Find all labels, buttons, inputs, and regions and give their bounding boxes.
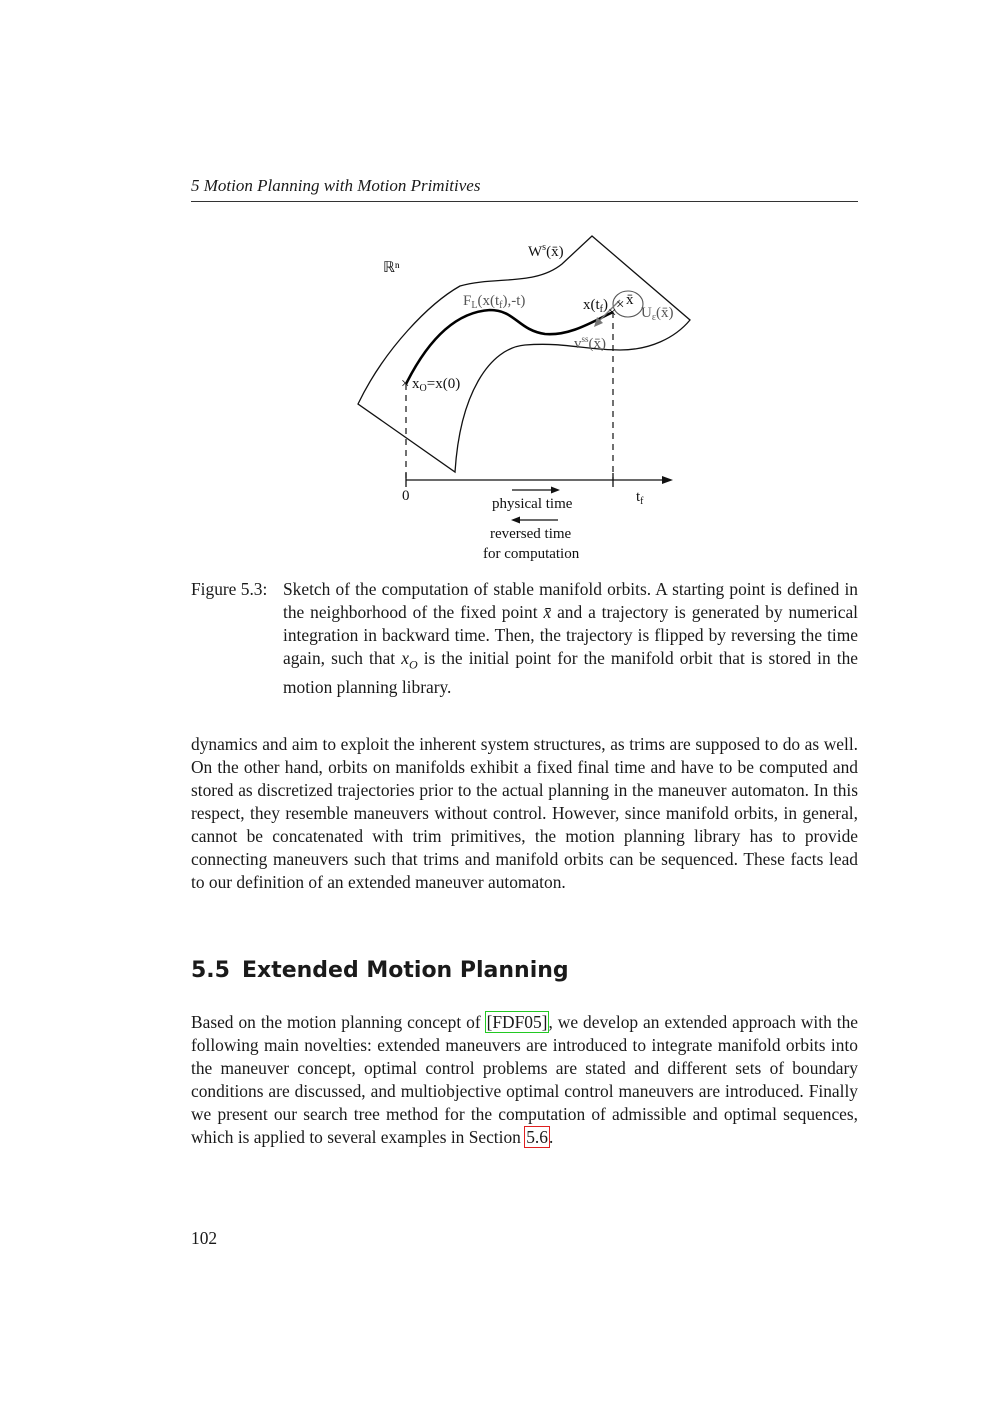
label-eigen-sup: ss — [581, 334, 589, 344]
caption-xo-main: x — [401, 648, 409, 668]
section-ref-link[interactable]: 5.6 — [526, 1127, 548, 1147]
section-title-text: Extended Motion Planning — [241, 958, 569, 983]
time-axis-arrowhead — [662, 476, 673, 484]
label-initial — [412, 376, 460, 394]
label-final-state-sub: f — [599, 304, 604, 315]
figure-caption — [191, 578, 858, 699]
label-eigen — [574, 334, 606, 352]
manifold-sketch — [330, 228, 710, 568]
initial-marker: × — [401, 376, 410, 392]
paragraph-2-body: , we develop an extended approach with the following main novelties: extended maneuvers are introduced to integrate manifold orbits into the maneuver concept, optimal control problems are stated and different sets of boundary conditions are discussed, and multiobjective optimal control maneuvers are introduced. Finally we present our search tree method for the computation of admissible and optimal sequences, which is applied to several examples in Section — [191, 1012, 858, 1147]
caption-part-2: and a trajectory is generated by numerical integration in backward time. Then, the trajectory is flipped by reversing the time again, such that — [283, 602, 858, 668]
label-initial-rest: =x(0) — [426, 376, 461, 392]
label-final-state-close: ) — [603, 297, 609, 313]
paragraph-2-end: . — [548, 1127, 554, 1147]
label-axis-tf — [636, 489, 644, 507]
label-reversed-time-1: reversed time — [490, 526, 572, 542]
physical-time-arrowhead — [551, 487, 560, 494]
label-axis-tf-main: t — [636, 489, 641, 505]
running-head — [191, 175, 858, 202]
label-axis-zero: 0 — [402, 488, 410, 504]
manifold-surface — [358, 236, 690, 472]
page-number: 102 — [191, 1228, 218, 1248]
paragraph-2 — [191, 1011, 858, 1149]
label-flow-sub: L — [471, 300, 478, 311]
label-flow — [463, 293, 525, 311]
label-flow-main: F — [463, 293, 472, 309]
label-flow-close: ),-t) — [502, 293, 526, 309]
caption-part-3: is the initial point for the manifold orbit that is stored in the motion planning library. — [283, 648, 858, 698]
label-physical-time: physical time — [492, 496, 573, 512]
caption-xo-sub: O — [408, 657, 418, 672]
label-initial-sub: O — [419, 383, 427, 394]
paragraph-2-start: Based on the motion planning concept of — [191, 1012, 486, 1032]
label-neighborhood-main: U — [641, 305, 652, 321]
figure-5-3 — [330, 228, 710, 568]
citation-link-fdf05[interactable]: [FDF05] — [486, 1012, 548, 1032]
label-neighborhood-sub: ε — [651, 312, 657, 323]
caption-label: Figure 5.3: — [191, 579, 268, 599]
label-stable-manifold — [528, 242, 564, 260]
label-flow-sub2: f — [499, 300, 503, 311]
section-heading — [191, 956, 569, 986]
label-fixed-point: x̄ — [626, 292, 634, 308]
section-number: 5.5 — [191, 958, 230, 983]
label-eigen-arg: (x̄) — [588, 336, 607, 352]
fixed-point-marker: × — [616, 297, 625, 313]
label-final-state — [583, 297, 608, 315]
caption-part-1: Sketch of the computation of stable manifold orbits. A starting point is defined in the neighborhood of the fixed point — [283, 579, 858, 622]
label-flow-open: (x(t — [477, 293, 500, 309]
caption-xo — [401, 648, 418, 672]
label-neighborhood-arg: (x̄) — [656, 305, 674, 321]
label-neighborhood — [641, 305, 674, 323]
running-title: 5 Motion Planning with Motion Primitives — [191, 176, 481, 195]
label-stable-manifold-main: W — [528, 244, 543, 260]
label-initial-main: x — [412, 376, 420, 392]
caption-xbar: x̄ — [543, 602, 552, 622]
label-reversed-time-2: for computation — [483, 546, 580, 562]
label-final-state-main: x(t — [583, 297, 600, 313]
caption-text — [283, 578, 858, 699]
label-stable-manifold-arg: (x̄) — [546, 244, 564, 260]
label-stable-manifold-sup: s — [542, 242, 547, 253]
reversed-time-arrowhead — [511, 517, 520, 524]
label-eigen-main: v — [574, 336, 582, 352]
label-axis-tf-sub: f — [640, 496, 644, 507]
label-space: ℝⁿ — [383, 260, 400, 276]
final-marker: × — [608, 305, 617, 321]
paragraph-1: dynamics and aim to exploit the inherent system structures, as trims are supposed to do as well. On the other hand, orbits on manifolds exhibit a fixed final time and have to be computed and stored as discretized trajectories prior to the actual planning in the maneuver automaton. In this respect, they resemble maneuvers without control. However, since manifold orbits, in general, cannot be concatenated with trim primitives, the motion planning library has to provide connecting maneuvers such that trims and manifold orbits can be sequenced. These facts lead to our definition of an extended maneuver automaton. — [191, 734, 858, 892]
